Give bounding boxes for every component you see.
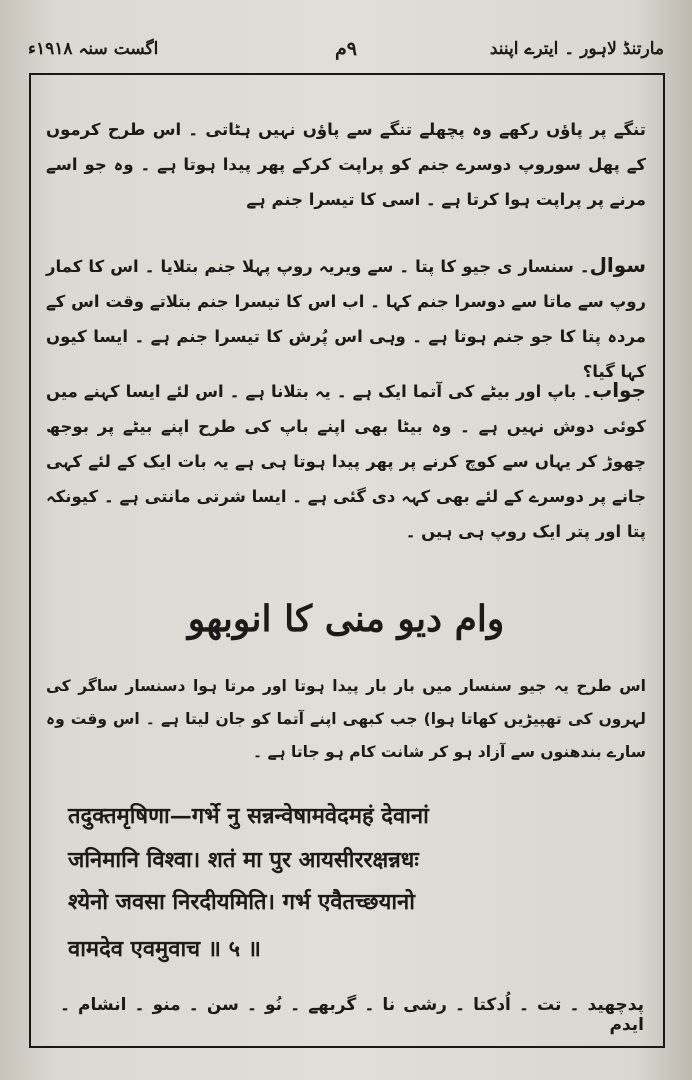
page-header	[28, 38, 664, 78]
word-split-line: پدچھید ۔ تت ۔ اُدکتا ۔ رشی نا ۔ گربھے ۔ نُو ۔ سن ۔ منو ۔ انشام ۔ ایدم	[60, 995, 644, 1035]
answer-paragraph	[46, 373, 646, 549]
page-number: ۹م	[335, 38, 357, 60]
sanskrit-line-2: जनिमानि विश्वा। शतं मा पुर आयसीररक्षन्नधः	[68, 847, 419, 873]
paragraph-intro: تنگے پر پاؤں رکھے وہ پچھلے تنگے سے پاؤں نہیں ہٹاتی ۔ اس طرح کرموں کے پھل سوروپ دوسرے جنم کو پراپت کرکے پھر پیدا ہوتا ہے ۔ وہ جو اسے مرنے پر پراپت ہوا کرتا ہے ۔ اسی کا تیسرا جنم ہے	[46, 120, 646, 209]
paragraph-release: اس طرح یہ جیو سنسار میں بار بار پیدا ہوتا اور مرتا ہوا دسنسار ساگر کی لہروں کی تھپیڑیں کھاتا ہوا) جب کبھی اپنے آتما کو جان لیتا ہے ۔ اس وقت وہ سارے بندھنوں سے آزاد ہو کر شانت کام ہو جاتا ہے ۔	[46, 677, 646, 761]
question-text: ۔ سنسار ی جیو کا پتا ۔ سے ویریہ روپ پہلا جنم بتلایا ۔ اس کا کمار روپ سے ماتا سے دوسرا جنم کہا ۔ اب اس کا تیسرا جنم بتلاتے وقت اس کے مردہ پتا کا جو جنم ہوتا ہے ۔ وہی اس پُرش کا تیسرا جنم ہے ۔ ایسا کیوں کہا گیا؟	[46, 257, 646, 381]
answer-text: ۔ باپ اور بیٹے کی آتما ایک ہے ۔ یہ بتلانا ہے ۔ اس لئے ایسا کہنے میں کوئی دوش نہیں ہے ۔ وہ بیٹا بھی اپنے باپ کی طرح اپنے بیٹے پر بوجھ چھوڑ کر یہاں سے کوچ کرنے پر پھر پیدا ہوتا ہی ہے یہ بات ایک کے لئے کہی جانے پر دوسرے کے لئے بھی کہہ دی گئی ہے ۔ ایسا شرتی مانتی ہے ۔ کیونکہ پتا اور پتر ایک روپ ہی ہیں ۔	[46, 382, 646, 541]
sanskrit-line-3: श्येनो जवसा निरदीयमिति। गर्भ एवैतच्छयानो	[68, 889, 415, 915]
header-date: اگست سنہ ۱۹۱۸ء	[28, 39, 159, 59]
section-title: وام دیو منی کا انوبھو	[187, 598, 505, 640]
question-label: سوال	[589, 253, 646, 277]
answer-label: جواب	[592, 378, 646, 402]
header-publication: مارتنڈ لاہور ۔ ایترے اپنند	[489, 39, 664, 59]
sanskrit-line-1: तदुक्तमृषिणा—गर्भे नु सन्नन्वेषामवेदमहं देवानां	[68, 803, 429, 829]
question-paragraph	[46, 248, 646, 389]
sanskrit-line-4: वामदेव एवमुवाच ॥ ५ ॥	[68, 936, 261, 962]
